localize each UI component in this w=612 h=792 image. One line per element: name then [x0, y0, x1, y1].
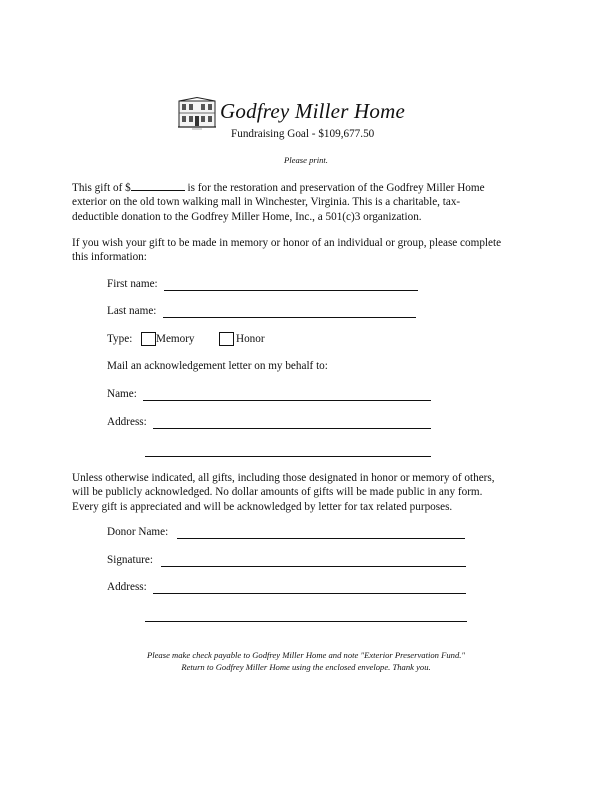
mail-acknowledgement-label: Mail an acknowledgement letter on my behalf to:	[107, 360, 328, 372]
signature-label: Signature:	[107, 554, 153, 566]
ack-address-field-1[interactable]	[153, 428, 431, 429]
house-logo-icon	[178, 97, 216, 130]
signature-field[interactable]	[161, 566, 466, 567]
gift-purpose-line-2: exterior on the old town walking mall in Winchester, Virginia. This is a charitable, tax-	[72, 196, 461, 209]
ack-name-field[interactable]	[143, 400, 431, 401]
fundraising-goal: Fundraising Goal - $109,677.50	[231, 128, 375, 140]
disclosure-line-1: Unless otherwise indicated, all gifts, including those designated in honor or memory of others,	[72, 472, 495, 484]
org-name: Godfrey Miller Home	[220, 99, 405, 123]
gift-purpose-paragraph	[72, 180, 542, 224]
memorial-instructions	[72, 236, 542, 265]
gift-purpose-line-3: deductible donation to the Godfrey Miller Home, Inc., a 501(c)3 organization.	[72, 210, 422, 223]
honor-checkbox[interactable]	[219, 332, 234, 346]
first-name-field[interactable]	[164, 290, 418, 291]
ack-name-label: Name:	[107, 388, 137, 400]
gift-purpose-line-1	[72, 180, 542, 195]
memory-checkbox[interactable]	[141, 332, 156, 346]
gift-purpose-suffix: is for the restoration and preservation of the Godfrey Miller Home	[184, 182, 485, 194]
disclosure-line-3: Every gift is appreciated and will be acknowledged by letter for tax related purposes.	[72, 500, 453, 513]
memorial-instructions-line-1: If you wish your gift to be made in memory or honor of an individual or group, please complete	[72, 237, 502, 249]
return-envelope-note: Return to Godfrey Miller Home using the enclosed envelope. Thank you.	[181, 662, 431, 672]
donor-name-label: Donor Name:	[107, 526, 169, 538]
donor-address-field-2[interactable]	[145, 621, 467, 622]
memorial-instructions-line-2: this information:	[72, 251, 147, 264]
donor-address-label: Address:	[107, 581, 147, 593]
first-name-label: First name:	[107, 278, 158, 290]
gift-amount-prefix: This gift of $	[72, 182, 131, 194]
gift-amount-field[interactable]	[131, 180, 185, 191]
donor-address-field-1[interactable]	[153, 593, 466, 594]
last-name-field[interactable]	[163, 317, 416, 318]
ack-address-label: Address:	[107, 416, 147, 428]
please-print-note: Please print.	[284, 155, 328, 165]
honor-label: Honor	[236, 333, 265, 345]
donor-name-field[interactable]	[177, 538, 465, 539]
ack-address-field-2[interactable]	[145, 456, 431, 457]
disclosure-line-2: will be publicly acknowledged. No dollar amounts of gifts will be made public in any form.	[72, 486, 483, 499]
type-label: Type:	[107, 333, 133, 345]
memory-label: Memory	[156, 333, 195, 345]
last-name-label: Last name:	[107, 305, 157, 317]
acknowledgement-disclosure	[72, 471, 542, 514]
check-payable-note: Please make check payable to Godfrey Miller Home and note "Exterior Preservation Fund."	[146, 650, 465, 660]
